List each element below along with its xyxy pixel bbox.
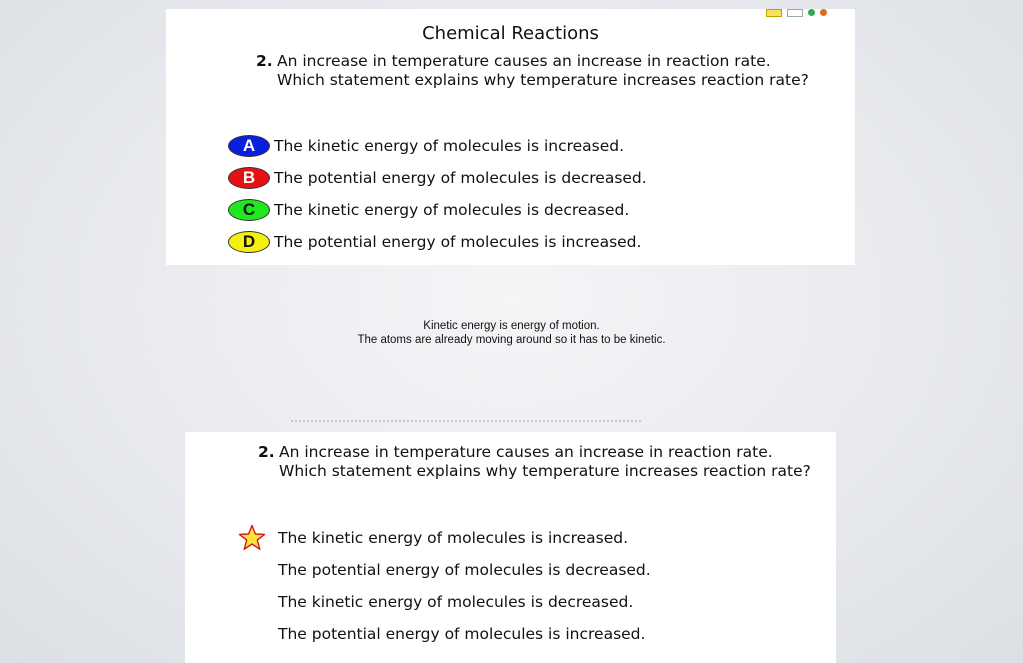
question-number: 2. — [256, 52, 273, 70]
record-icon[interactable] — [820, 9, 827, 16]
note-line-2: The atoms are already moving around so it has to be kinetic. — [357, 334, 666, 346]
answer-badge-b[interactable]: B — [228, 167, 270, 189]
star-icon — [238, 524, 266, 552]
question — [256, 52, 816, 90]
question — [258, 443, 818, 481]
answer-text-d: The potential energy of molecules is increased. — [274, 233, 642, 251]
note-line-1: Kinetic energy is energy of motion. — [423, 320, 600, 332]
answer-badge-c[interactable]: C — [228, 199, 270, 221]
answer-badge-d[interactable]: D — [228, 231, 270, 253]
answer-text-a: The kinetic energy of molecules is increased. — [274, 137, 625, 155]
answer-text-b: The potential energy of molecules is decreased. — [274, 169, 647, 187]
answer-badge-a[interactable]: A — [228, 135, 270, 157]
window-icon[interactable] — [787, 9, 803, 17]
partial-slide-header — [291, 420, 641, 425]
answer-option-c[interactable] — [228, 198, 629, 222]
add-icon[interactable] — [808, 9, 815, 16]
answer-text-c: The kinetic energy of molecules is decreased. — [274, 201, 630, 219]
answer-text: The potential energy of molecules is increased. — [278, 625, 646, 643]
slide-title: Chemical Reactions — [422, 23, 599, 44]
slide-toolbar — [766, 9, 827, 17]
question-text: An increase in temperature causes an increase in reaction rate. Which statement explains why temperature increases reaction rate? — [279, 443, 811, 480]
answer-option-b[interactable] — [228, 166, 647, 190]
explanation-note — [0, 319, 1023, 347]
question-text: An increase in temperature causes an increase in reaction rate. Which statement explains why temperature increases reaction rate? — [277, 52, 809, 89]
top-slide — [166, 9, 855, 265]
answer-option-a[interactable] — [228, 134, 624, 158]
bottom-slide — [185, 432, 836, 663]
question-number: 2. — [258, 443, 275, 461]
answer-text: The potential energy of molecules is decreased. — [278, 561, 651, 579]
answer-text: The kinetic energy of molecules is decreased. — [278, 593, 634, 611]
answer-text: The kinetic energy of molecules is increased. — [278, 529, 629, 547]
answer-option-d[interactable] — [228, 230, 641, 254]
note-icon[interactable] — [766, 9, 782, 17]
